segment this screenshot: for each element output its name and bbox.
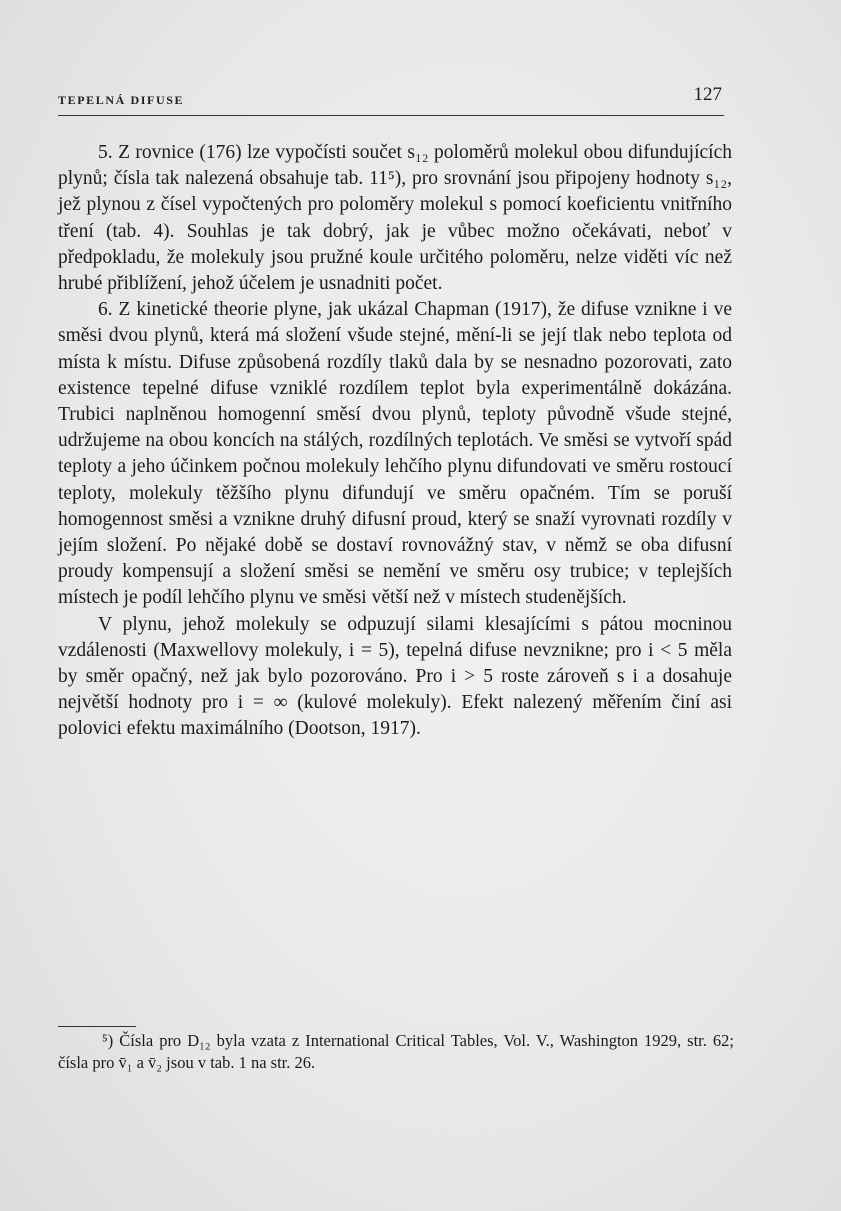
page-number: 127 (693, 84, 722, 105)
body-text (58, 140, 732, 743)
footnote: ⁵) Čísla pro D₁₂ byla vzata z International Critical Tables, Vol. V., Washington 1929, str. 62; čísla pro v̄₁ a v̄₂ jsou v tab. 1 na str. 26. (58, 1031, 734, 1072)
footnote-rule (58, 1026, 136, 1027)
running-title: TEPELNÁ DIFUSE (58, 93, 185, 107)
paragraph-maxwell: V plynu, jehož molekuly se odpuzují silami klesajícími s pátou mocninou vzdálenosti (Maxwellovy molekuly, i = 5), tepelná difuse nevznikne; pro i < 5 měla by směr opačný, než jak bylo pozorováno. Pro i > 5 roste zároveň s i a dosahuje největší hodnoty pro i = ∞ (kulové molekuly). Efekt nalezený měřením činí asi polovici efektu maximálního (Dootson, 1917). (58, 613, 732, 740)
paragraph-5: 5. Z rovnice (176) lze vypočísti součet s₁₂ poloměrů molekul obou difundujících plynů; čísla tak nalezená obsahuje tab. 11⁵), pro srovnání jsou připojeny hodnoty s₁₂, jež plynou z čísel vypočtených pro poloměry molekul s pomocí koeficientu vnitřního tření (tab. 4). Souhlas je tak dobrý, jak je vůbec možno očekávati, neboť v předpokladu, že molekuly jsou pružné koule určitého poloměru, nelze viděti víc než hrubé přiblížení, jehož účelem je usnadniti počet. (58, 142, 732, 295)
paragraph-6: 6. Z kinetické theorie plyne, jak ukázal Chapman (1917), že difuse vznikne i ve směsi dvou plynů, která má složení všude stejné, mění-li se její tlak nebo teplota od místa k místu. Difuse způsobená rozdíly tlaků dala by se nesnadno pozorovati, zato existence tepelné difuse vzniklé rozdílem teplot byla experimentálně dokázána. Trubici naplněnou homogenní směsí dvou plynů, teploty původně všude stejné, udržujeme na obou koncích na stálých, rozdílných teplotách. Ve směsi se vytvoří spád teploty a jeho účinkem počnou molekuly lehčího plynu difundovati ve směru rostoucí teploty, molekuly těžšího plynu difundují ve směru opačném. Tím se poruší homogennost směsi a vznikne druhý difusní proud, který se snaží vyrovnati rozdíly v jejím složení. Po nějaké době se dostaví rovnovážný stav, v němž se oba difusní proudy kompensují a složení směsi se nemění ve směru osy trubice; v teplejších místech je podíl lehčího plynu ve směsi větší než v místech studenějších. (58, 299, 732, 609)
header-rule (58, 115, 724, 116)
page-header (58, 78, 724, 118)
